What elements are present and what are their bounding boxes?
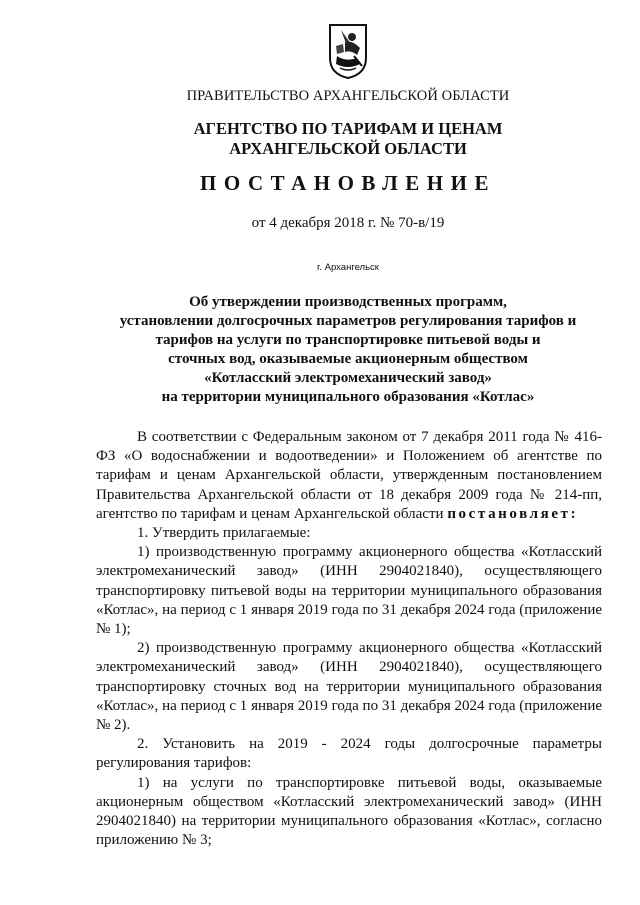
title-line: Об утверждении производственных программ, bbox=[189, 294, 507, 310]
item-1: 1. Утвердить прилагаемые: bbox=[137, 525, 311, 542]
decree-word: постановляет: bbox=[447, 505, 579, 522]
government-heading: ПРАВИТЕЛЬСТВО АРХАНГЕЛЬСКОЙ ОБЛАСТИ bbox=[186, 88, 510, 104]
title-line: тарифов на услуги по транспортировке питьевой воды и bbox=[155, 332, 541, 348]
agency-heading bbox=[0, 119, 640, 159]
item-2-1: 1) на услуги по транспортировке питьевой воды, оказываемые акционерным обществом «Котласский электромеханический завод» (ИНН 2904021840) на территории муниципального образования «Котлас», согласно приложению № 3; bbox=[96, 774, 602, 849]
preamble-paragraph bbox=[96, 428, 602, 524]
title-line: сточных вод, оказываемые акционерным обществом bbox=[168, 351, 528, 367]
arkhangelsk-coat-of-arms-icon bbox=[327, 22, 369, 80]
document-date-number: от 4 декабря 2018 г. № 70-в/19 bbox=[251, 215, 445, 231]
item-1-1: 1) производственную программу акционерного общества «Котласский электромеханический завод» (ИНН 2904021840), осуществляющего транспортировку питьевой воды на территории муниципального образования «Котлас», на период с 1 января 2019 года по 31 декабря 2024 года (приложение № 1); bbox=[96, 544, 602, 638]
preamble-text: В соответствии с Федеральным законом от 7 декабря 2011 года № 416-ФЗ «О водоснабжении и водоотведении» и Положением об агентстве по тарифам и ценам Архангельской области, утвержденным постановлением Правительства Архангельской области от 18 декабря 2009 года № 214-пп, агентство по тарифам и ценам Архангельской области bbox=[96, 429, 602, 522]
title-line: «Котласский электромеханический завод» bbox=[204, 370, 492, 386]
title-line: на территории муниципального образования «Котлас» bbox=[161, 389, 535, 405]
agency-heading-line2: АРХАНГЕЛЬСКОЙ ОБЛАСТИ bbox=[229, 139, 467, 158]
document-type: ПОСТАНОВЛЕНИЕ bbox=[200, 171, 496, 195]
item-2: 2. Установить на 2019 - 2024 годы долгосрочные параметры регулирования тарифов: bbox=[96, 736, 602, 772]
document-body bbox=[96, 428, 602, 850]
agency-heading-line1: АГЕНТСТВО ПО ТАРИФАМ И ЦЕНАМ bbox=[193, 119, 503, 138]
document-city: г. Архангельск bbox=[317, 262, 379, 273]
item-1-2: 2) производственную программу акционерного общества «Котласский электромеханический завод» (ИНН 2904021840), осуществляющего транспортировку сточных вод на территории муниципального образования «Котлас», на период с 1 января 2019 года по 31 декабря 2024 года (приложение № 2). bbox=[96, 640, 602, 734]
title-line: установлении долгосрочных параметров регулирования тарифов и bbox=[119, 313, 577, 329]
document-title bbox=[0, 293, 640, 407]
